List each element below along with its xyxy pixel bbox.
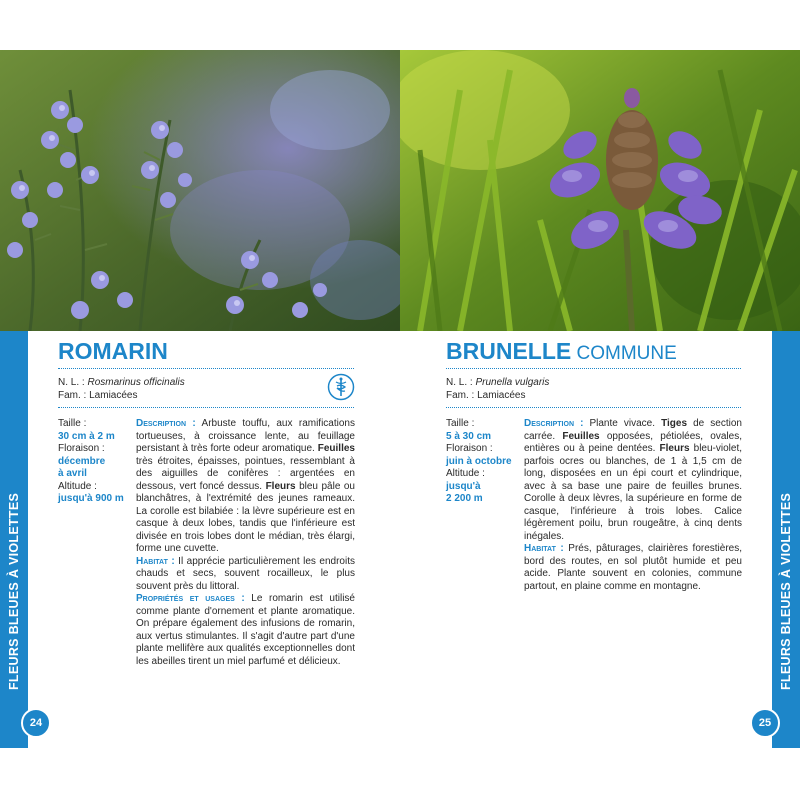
- body-text-right: [524, 418, 742, 593]
- latin-name-block: [446, 377, 549, 402]
- altitude-label: Altitude :: [58, 480, 97, 492]
- nl-label: N. L. :: [58, 377, 85, 388]
- bold-term: Tiges: [661, 418, 688, 429]
- page-title-brunelle: [446, 338, 677, 365]
- latin-name-block: [58, 377, 185, 402]
- taille-value: 30 cm à 2 m: [58, 430, 115, 442]
- habitat-paragraph: [524, 543, 742, 593]
- body-text-left: [136, 418, 355, 668]
- text-run: Il apprécie particulièrement les endroits chauds et secs, souvent rocailleux, le plus souvent près du littoral.: [136, 555, 355, 592]
- description-heading: Description :: [524, 418, 584, 429]
- floraison-label: Floraison :: [58, 443, 105, 454]
- properties-heading: Propriétés et usages :: [136, 593, 245, 604]
- rosemary-photo: [0, 50, 400, 331]
- altitude-value: jusqu'à: [446, 480, 481, 492]
- text-run: Plante vivace.: [583, 418, 662, 429]
- altitude-value: 2 200 m: [446, 493, 483, 504]
- description-heading: Description :: [136, 418, 196, 429]
- left-section-label: FLEURS BLEUES À VIOLETTES: [7, 492, 21, 690]
- title-sub: COMMUNE: [571, 343, 677, 364]
- floraison-value: décembre: [58, 455, 106, 467]
- title-main: BRUNELLE: [446, 338, 572, 364]
- taille-value: 5 à 30 cm: [446, 430, 492, 442]
- page-number-right: 25: [750, 708, 780, 738]
- divider: [446, 407, 741, 408]
- divider: [58, 407, 354, 408]
- specs-right: [446, 418, 518, 506]
- caduceus-icon: [327, 373, 355, 401]
- page-title-romarin: ROMARIN: [58, 338, 168, 364]
- taille-label: Taille :: [58, 418, 87, 429]
- bold-term: Feuilles: [317, 443, 355, 454]
- altitude-value: jusqu'à 900 m: [58, 493, 124, 504]
- description-paragraph: [524, 418, 742, 543]
- text-run: très étroites, épaisses, pointues, ressemblant à des aiguilles de conifères : argentées en dessous, vert foncé dessus.: [136, 455, 355, 492]
- specs-left: [58, 418, 130, 506]
- text-run: Arbuste touffu, aux ramifications tortueuses, à croissance lente, au feuillage persistant à très forte odeur aromatique.: [136, 418, 355, 454]
- text-run: de section carrée.: [524, 418, 742, 442]
- taille-label: Taille :: [446, 418, 475, 429]
- text-run: bleu-violet, parfois ocres ou blanches, de 1 à 1,5 cm de long, disposées en un épi court et cylindrique, avec à sa base une paire de feuilles brunes. Corolle à deux lèvres, la supérieure en forme de casque, l'inférieure à trois lobes. Calice légèrement poilu, brun rougeâtre, à cinq dents inégales.: [524, 443, 743, 542]
- page-number-left: 24: [21, 708, 51, 738]
- nl-label: N. L. :: [446, 377, 473, 388]
- text-run: Le romarin est utilisé comme plante d'ornement et plante aromatique. On prépare également des infusions de romarin, aux vertus stimulantes. Il s'agit d'autre part d'une plante mellifère aux qualités exceptionnelles dont les abeilles tirent un miel parfumé et délicieux.: [136, 593, 355, 667]
- latin-name: Prunella vulgaris: [475, 377, 550, 388]
- altitude-label: Altitude :: [446, 468, 485, 479]
- bold-term: Fleurs: [265, 480, 296, 492]
- text-run: Prés, pâturages, clairières forestières, bord des routes, en sol plutôt humide et peu acide. Plante souvent en colonies, commune partout, en plaine comme en montagne.: [524, 543, 743, 592]
- family: Fam. : Lamiacées: [58, 389, 138, 401]
- text-run: bleu pâle ou blanchâtres, à l'extrémité des jeunes rameaux. La corolle est bilabiée : la lèvre supérieure est en casque à deux lobes, tandis que l'inférieure est divisée en trois lobes dont le médian, très élargi, forme une cuvette.: [136, 480, 355, 554]
- habitat-heading: Habitat :: [136, 555, 175, 567]
- floraison-label: Floraison :: [446, 443, 493, 454]
- right-section-label: FLEURS BLEUES À VIOLETTES: [779, 492, 793, 690]
- floraison-value: juin à octobre: [446, 455, 512, 467]
- divider: [58, 368, 354, 369]
- family: Fam. : Lamiacées: [446, 389, 526, 401]
- brunelle-photo: [400, 50, 800, 331]
- divider: [446, 368, 741, 369]
- bold-term: Feuilles: [562, 430, 600, 442]
- habitat-paragraph: [136, 556, 355, 594]
- habitat-heading: Habitat :: [524, 543, 564, 554]
- bold-term: Fleurs: [659, 443, 690, 454]
- properties-paragraph: [136, 593, 355, 668]
- latin-name: Rosmarinus officinalis: [87, 377, 185, 388]
- description-paragraph: [136, 418, 355, 556]
- floraison-value: à avril: [58, 468, 87, 479]
- text-run: opposées, pétiolées, ovales, entières ou à peine dentées.: [524, 430, 742, 454]
